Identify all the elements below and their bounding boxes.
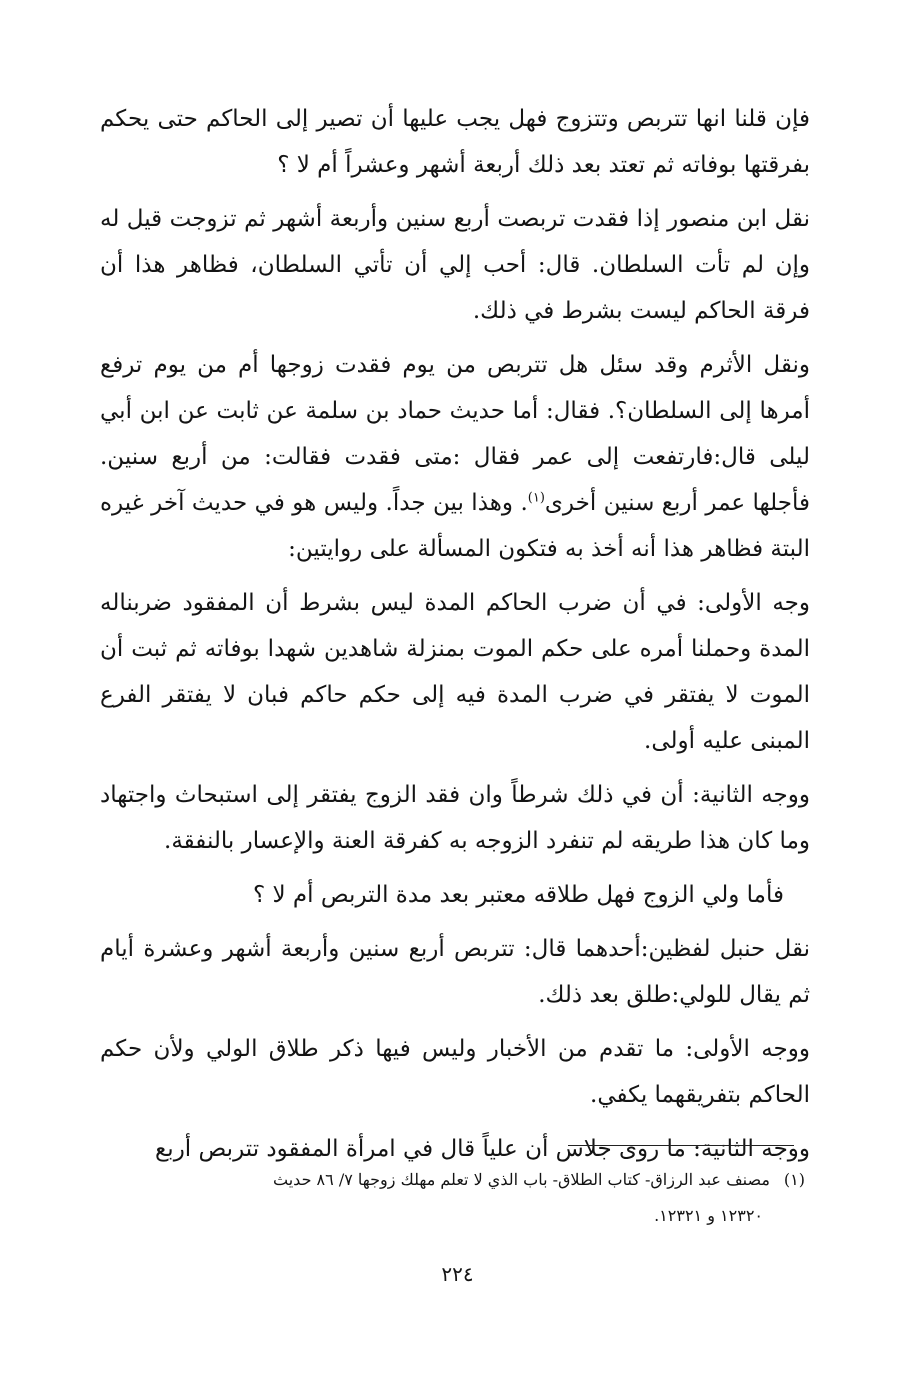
paragraph-9: ووجه الثانية: ما روى جلاس أن علياً قال في امرأة المفقود تتربص أربع	[155, 1136, 810, 1162]
footnote-separator	[568, 1145, 794, 1146]
footnote	[95, 1162, 805, 1234]
paragraph-5: ووجه الثانية: أن في ذلك شرطاً وان فقد الزوج يفتقر إلى استبحاث واجتهاد وما كان هذا طريقه لم تنفرد الزوجه به كفرقة العنة والإعسار بالنفقة.	[100, 782, 810, 854]
paragraph-4: وجه الأولى: في أن ضرب الحاكم المدة ليس بشرط أن المفقود ضربناله المدة وحملنا أمره على حكم الموت بمنزلة شاهدين شهدا بوفاته ثم ثبت أن الموت لا يفتقر في ضرب المدة فيه إلى حكم حاكم فبان لا يفتقر الفرع المبنى عليه أولى.	[100, 590, 810, 754]
paragraph-2: نقل ابن منصور إذا فقدت تربصت أربع سنين وأربعة أشهر ثم تزوجت قيل له وإن لم تأت السلطان. قال: أحب إلي أن تأتي السلطان، فظاهر هذا أن فرقة الحاكم ليست بشرط في ذلك.	[100, 206, 810, 324]
footnote-reference[interactable]: (١)	[527, 490, 545, 506]
footnote-text: مصنف عبد الرزاق- كتاب الطلاق- باب الذي لا تعلم مهلك زوجها ٧/ ٨٦ حديث	[273, 1170, 770, 1189]
paragraph-1: فإن قلنا انها تتربص وتتزوج فهل يجب عليها أن تصير إلى الحاكم حتى يحكم بفرقتها بوفاته ثم تعتد بعد ذلك أربعة أشهر وعشراً أم لا ؟	[100, 106, 810, 178]
page-number: ٢٢٤	[441, 1262, 474, 1286]
paragraph-3	[100, 342, 810, 572]
footnote-continuation: ١٢٣٢٠ و ١٢٣٢١.	[654, 1206, 763, 1225]
paragraph-7: نقل حنبل لفظين:أحدهما قال: تتربص أربع سنين وأربعة أشهر وعشرة أيام ثم يقال للولي:طلق بعد ذلك.	[100, 936, 810, 1008]
paragraph-6: فأما ولي الزوج فهل طلاقه معتبر بعد مدة التربص أم لا ؟	[252, 882, 784, 908]
main-text	[100, 96, 810, 1180]
paragraph-3-text-after-ref: . وهذا بين جداً. وليس هو في حديث آخر غيره البتة فظاهر هذا أنه أخذ به فتكون المسألة على روايتين:	[100, 490, 810, 562]
paragraph-8: ووجه الأولى: ما تقدم من الأخبار وليس فيها ذكر طلاق الولي ولأن حكم الحاكم بتفريقهما يكفي.	[100, 1036, 810, 1108]
footnote-number: (١)	[783, 1170, 805, 1189]
paragraph-3-text-before-ref: ونقل الأثرم وقد سئل هل تتربص من يوم فقدت زوجها أم من يوم ترفع أمرها إلى السلطان؟. فقال: أما حديث حماد بن سلمة عن ثابت عن ابن أبي ليلى قال:فارتفعت إلى عمر فقال :متى فقدت فقالت: من أربع سنين. فأجلها عمر أربع سنين أخرى	[100, 352, 810, 516]
